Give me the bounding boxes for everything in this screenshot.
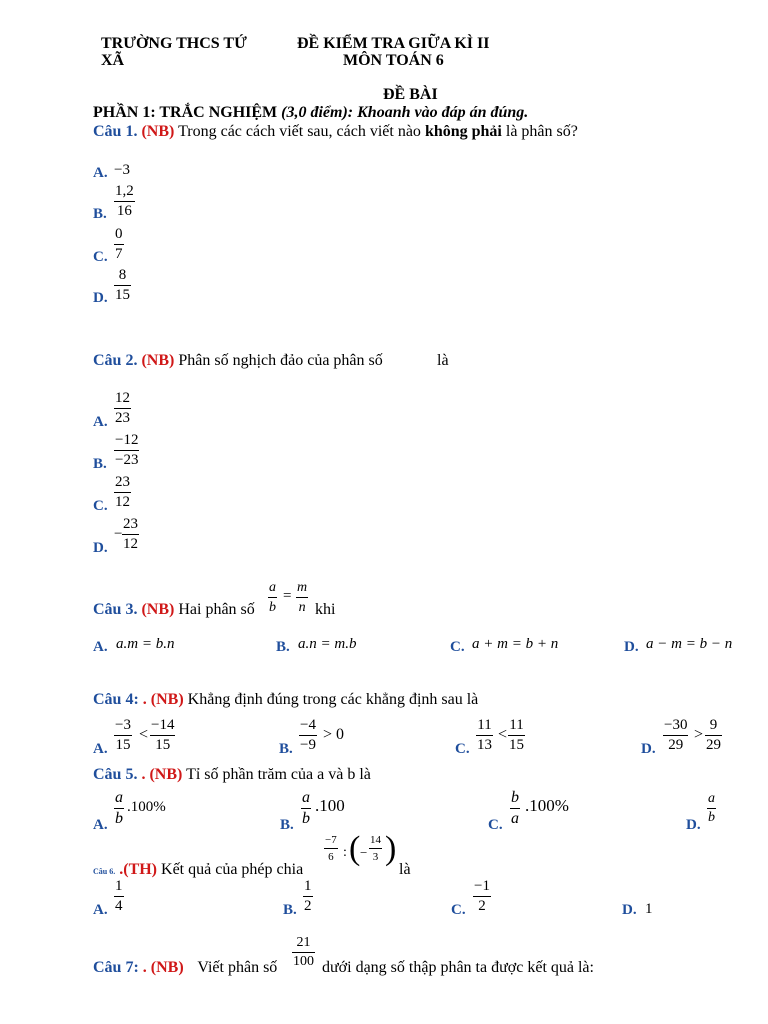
q1-option-b-fraction bbox=[114, 184, 135, 219]
fraction-denominator: n bbox=[298, 600, 306, 615]
q6-option-d-key[interactable]: D. bbox=[622, 902, 637, 918]
fraction-bar bbox=[114, 201, 135, 202]
question-1-level: (NB) bbox=[141, 123, 175, 140]
fraction-numerator: 11 bbox=[477, 717, 492, 733]
fraction-bar bbox=[114, 408, 131, 409]
q1-option-c-key[interactable]: C. bbox=[93, 249, 108, 265]
fraction-denominator: 16 bbox=[116, 203, 132, 219]
right-paren-icon: ) bbox=[385, 830, 397, 867]
fraction-bar bbox=[303, 896, 313, 897]
fraction-bar bbox=[114, 285, 131, 286]
question-6-text-b: là bbox=[399, 861, 411, 878]
q5-option-c-key[interactable]: C. bbox=[488, 817, 503, 833]
fraction-numerator: b bbox=[511, 789, 519, 806]
fraction-numerator: 0 bbox=[115, 226, 123, 242]
fraction-numerator: 23 bbox=[123, 516, 138, 532]
q4-option-a-key[interactable]: A. bbox=[93, 741, 108, 757]
left-paren-icon: ( bbox=[349, 830, 361, 867]
question-7 bbox=[93, 959, 277, 977]
q4-option-c-right-fraction bbox=[508, 718, 525, 753]
q3-option-a-value: a.m = b.n bbox=[116, 636, 175, 652]
q1-option-b-key[interactable]: B. bbox=[93, 206, 107, 222]
q4-option-c-operator: < bbox=[498, 726, 508, 743]
fraction-bar bbox=[114, 450, 139, 451]
question-5 bbox=[93, 766, 371, 784]
q6-fraction-dividend bbox=[324, 834, 338, 863]
fraction-numerator: 12 bbox=[115, 390, 130, 406]
q1-option-d-fraction bbox=[114, 268, 131, 303]
q6-option-a-key[interactable]: A. bbox=[93, 902, 108, 918]
question-1-text-bold: không phải bbox=[424, 123, 502, 140]
q5-option-b-key[interactable]: B. bbox=[280, 817, 294, 833]
fraction-bar bbox=[114, 735, 132, 736]
question-6-text-a: Kết quả của phép chia bbox=[161, 861, 304, 878]
fraction-numerator: −3 bbox=[115, 717, 131, 733]
fraction-denominator: 13 bbox=[477, 737, 492, 753]
fraction-denominator: −9 bbox=[300, 737, 316, 753]
q6-option-a-fraction bbox=[114, 879, 124, 914]
q3-option-c-value: a + m = b + n bbox=[472, 636, 559, 652]
q4-option-b-operator: > 0 bbox=[323, 726, 345, 743]
fraction-numerator: a bbox=[115, 789, 123, 806]
fraction-denominator: b bbox=[269, 600, 276, 615]
fraction-bar bbox=[473, 896, 491, 897]
q3-option-c-key[interactable]: C. bbox=[450, 639, 465, 655]
q3-option-b-value: a.n = m.b bbox=[298, 636, 357, 652]
question-6-label: Câu 6. bbox=[93, 867, 116, 876]
question-1 bbox=[93, 123, 733, 141]
q5-option-c-fraction bbox=[510, 790, 520, 827]
fraction-numerator: a bbox=[269, 580, 276, 595]
fraction-bar bbox=[114, 808, 124, 809]
question-4-text: Khẳng định đúng trong các khẳng định sau là bbox=[187, 691, 479, 708]
school-name-line1: TRƯỜNG THCS TỨ bbox=[101, 35, 247, 52]
fraction-denominator: 100 bbox=[293, 954, 314, 969]
q4-option-d-left-fraction bbox=[663, 718, 688, 753]
fraction-bar bbox=[122, 534, 139, 535]
q2-option-a-key[interactable]: A. bbox=[93, 414, 108, 430]
fraction-bar bbox=[114, 244, 124, 245]
q1-option-c-fraction bbox=[114, 227, 124, 262]
fraction-denominator: 2 bbox=[478, 898, 486, 914]
q1-option-a-value: −3 bbox=[114, 162, 130, 178]
q5-option-a-suffix: .100% bbox=[127, 799, 166, 815]
fraction-denominator: −23 bbox=[115, 452, 139, 468]
fraction-bar bbox=[476, 735, 493, 736]
q5-option-b-fraction bbox=[301, 790, 311, 827]
fraction-numerator: 1 bbox=[304, 878, 312, 894]
fraction-denominator: 12 bbox=[115, 494, 130, 510]
q5-option-d-key[interactable]: D. bbox=[686, 817, 701, 833]
q6-option-b-key[interactable]: B. bbox=[283, 902, 297, 918]
fraction-denominator: 6 bbox=[328, 851, 334, 863]
question-2-label: Câu 2. bbox=[93, 352, 138, 369]
fraction-numerator: 1,2 bbox=[115, 183, 134, 199]
fraction-bar bbox=[301, 808, 311, 809]
question-5-level: . (NB) bbox=[141, 766, 183, 783]
fraction-numerator: −30 bbox=[664, 717, 688, 733]
question-3-level: (NB) bbox=[141, 601, 175, 618]
q6-option-c-key[interactable]: C. bbox=[451, 902, 466, 918]
fraction-bar bbox=[150, 735, 175, 736]
q3-option-d-key[interactable]: D. bbox=[624, 639, 639, 655]
fraction-denominator: 15 bbox=[115, 737, 131, 753]
q2-option-d-fraction bbox=[122, 517, 139, 552]
q2-option-a-fraction bbox=[114, 391, 131, 426]
fraction-denominator: a bbox=[511, 810, 519, 827]
q4-option-a-operator: < bbox=[139, 726, 149, 743]
q5-option-b-suffix: .100 bbox=[315, 796, 345, 815]
question-7-level: . (NB) bbox=[142, 959, 184, 976]
q6-divide-sign: : bbox=[343, 845, 347, 860]
q7-fraction bbox=[292, 936, 315, 969]
fraction-bar bbox=[114, 492, 131, 493]
q3-fraction-a-b bbox=[268, 580, 277, 615]
q3-fraction-m-n bbox=[296, 580, 308, 615]
question-5-text: Tỉ số phần trăm của a và b là bbox=[186, 766, 371, 783]
question-7-label: Câu 7: bbox=[93, 959, 139, 976]
question-3-label: Câu 3. bbox=[93, 601, 138, 618]
fraction-bar bbox=[663, 735, 688, 736]
fraction-bar bbox=[324, 848, 338, 849]
fraction-numerator: 1 bbox=[115, 878, 123, 894]
q3-option-b-key[interactable]: B. bbox=[276, 639, 290, 655]
question-1-text-b: là phân số? bbox=[505, 123, 578, 140]
fraction-numerator: −14 bbox=[151, 717, 175, 733]
q4-option-a-right-fraction bbox=[150, 718, 175, 753]
q2-option-c-fraction bbox=[114, 475, 131, 510]
question-2-level: (NB) bbox=[141, 352, 175, 369]
fraction-bar bbox=[705, 735, 722, 736]
q5-option-d-fraction bbox=[707, 792, 716, 825]
fraction-denominator: 4 bbox=[115, 898, 123, 914]
q2-option-b-key[interactable]: B. bbox=[93, 456, 107, 472]
q4-option-c-left-fraction bbox=[476, 718, 493, 753]
fraction-bar bbox=[299, 735, 317, 736]
fraction-numerator: 8 bbox=[118, 267, 127, 283]
q2-option-b-fraction bbox=[114, 433, 139, 468]
question-2-text-a: Phân số nghịch đảo của phân số bbox=[178, 352, 383, 369]
exam-title: ĐỀ KIỂM TRA GIỮA KÌ II bbox=[297, 35, 490, 52]
fraction-bar bbox=[114, 896, 124, 897]
fraction-bar bbox=[508, 735, 525, 736]
question-7-text-b: dưới dạng số thập phân ta được kết quả là: bbox=[322, 959, 594, 976]
fraction-denominator: 15 bbox=[509, 737, 524, 753]
q2-option-d-sign: − bbox=[114, 526, 123, 542]
fraction-numerator: 21 bbox=[296, 935, 311, 950]
fraction-denominator: 3 bbox=[372, 851, 379, 863]
part1-title: PHẦN 1: TRẮC NGHIỆM bbox=[93, 104, 278, 121]
fraction-denominator: 29 bbox=[668, 737, 684, 753]
fraction-numerator: 14 bbox=[370, 834, 381, 846]
q3-option-a-key[interactable]: A. bbox=[93, 639, 108, 655]
fraction-numerator: 9 bbox=[709, 717, 718, 733]
fraction-denominator: b bbox=[115, 810, 123, 827]
fraction-denominator: 12 bbox=[123, 536, 138, 552]
q3-option-d-value: a − m = b − n bbox=[646, 636, 733, 652]
fraction-numerator: a bbox=[302, 789, 310, 806]
q2-option-d-key[interactable]: D. bbox=[93, 540, 108, 556]
fraction-numerator: −4 bbox=[300, 717, 316, 733]
fraction-bar bbox=[268, 597, 277, 598]
part1-note: (3,0 điểm): Khoanh vào đáp án đúng. bbox=[281, 104, 529, 121]
q4-option-c-key[interactable]: C. bbox=[455, 741, 470, 757]
q4-option-d-key[interactable]: D. bbox=[641, 741, 656, 757]
fraction-bar bbox=[510, 808, 520, 809]
fraction-denominator: 15 bbox=[155, 737, 171, 753]
question-2 bbox=[93, 352, 383, 370]
q6-option-d-value: 1 bbox=[645, 901, 653, 917]
question-3-text-b: khi bbox=[315, 601, 336, 618]
question-3-text-a: Hai phân số bbox=[178, 601, 255, 618]
question-1-text-a: Trong các cách viết sau, cách viết nào bbox=[178, 123, 421, 140]
q2-option-c-key[interactable]: C. bbox=[93, 498, 108, 514]
fraction-numerator: −12 bbox=[115, 432, 139, 448]
q6-minus-sign: − bbox=[360, 845, 368, 860]
q4-option-d-right-fraction bbox=[705, 718, 722, 753]
fraction-denominator: 29 bbox=[706, 737, 721, 753]
section-title: ĐỀ BÀI bbox=[383, 86, 438, 103]
q3-equals: = bbox=[283, 588, 292, 604]
fraction-numerator: −1 bbox=[474, 878, 490, 894]
fraction-numerator: a bbox=[708, 791, 715, 806]
question-4 bbox=[93, 691, 478, 709]
fraction-bar bbox=[369, 848, 382, 849]
fraction-denominator: 23 bbox=[115, 410, 130, 426]
question-3 bbox=[93, 601, 255, 619]
q1-option-d-key[interactable]: D. bbox=[93, 290, 108, 306]
question-2-text-b: là bbox=[437, 352, 449, 369]
question-7-text-a: Viết phân số bbox=[197, 959, 278, 976]
fraction-numerator: 11 bbox=[509, 717, 524, 733]
fraction-denominator: b bbox=[708, 810, 715, 825]
question-1-label: Câu 1. bbox=[93, 123, 138, 140]
subject-title: MÔN TOÁN 6 bbox=[343, 52, 444, 69]
q4-option-b-fraction bbox=[299, 718, 317, 753]
q6-fraction-divisor bbox=[369, 834, 382, 863]
fraction-denominator: 15 bbox=[115, 287, 130, 303]
question-4-level: . (NB) bbox=[142, 691, 184, 708]
fraction-numerator: m bbox=[297, 580, 308, 595]
q5-option-a-key[interactable]: A. bbox=[93, 817, 108, 833]
fraction-bar bbox=[292, 952, 315, 953]
fraction-denominator: 7 bbox=[115, 246, 123, 262]
question-5-label: Câu 5. bbox=[93, 766, 138, 783]
fraction-bar bbox=[296, 597, 308, 598]
q5-option-a-fraction bbox=[114, 790, 124, 827]
fraction-bar bbox=[707, 808, 716, 809]
q4-option-b-key[interactable]: B. bbox=[279, 741, 293, 757]
q1-option-a-key[interactable]: A. bbox=[93, 165, 108, 181]
q6-option-c-fraction bbox=[473, 879, 491, 914]
question-6-level: .(TH) bbox=[119, 861, 158, 878]
q4-option-d-operator: > bbox=[694, 726, 704, 743]
school-name-line2: XÃ bbox=[101, 52, 125, 69]
question-4-label: Câu 4: bbox=[93, 691, 139, 708]
fraction-denominator: 2 bbox=[304, 898, 312, 914]
question-6 bbox=[93, 861, 303, 881]
fraction-denominator: b bbox=[302, 810, 310, 827]
fraction-numerator: −7 bbox=[325, 834, 337, 846]
q5-option-c-suffix: .100% bbox=[525, 796, 569, 815]
part1-heading bbox=[93, 104, 528, 122]
fraction-numerator: 23 bbox=[115, 474, 130, 490]
q6-option-b-fraction bbox=[303, 879, 313, 914]
q4-option-a-left-fraction bbox=[114, 718, 132, 753]
